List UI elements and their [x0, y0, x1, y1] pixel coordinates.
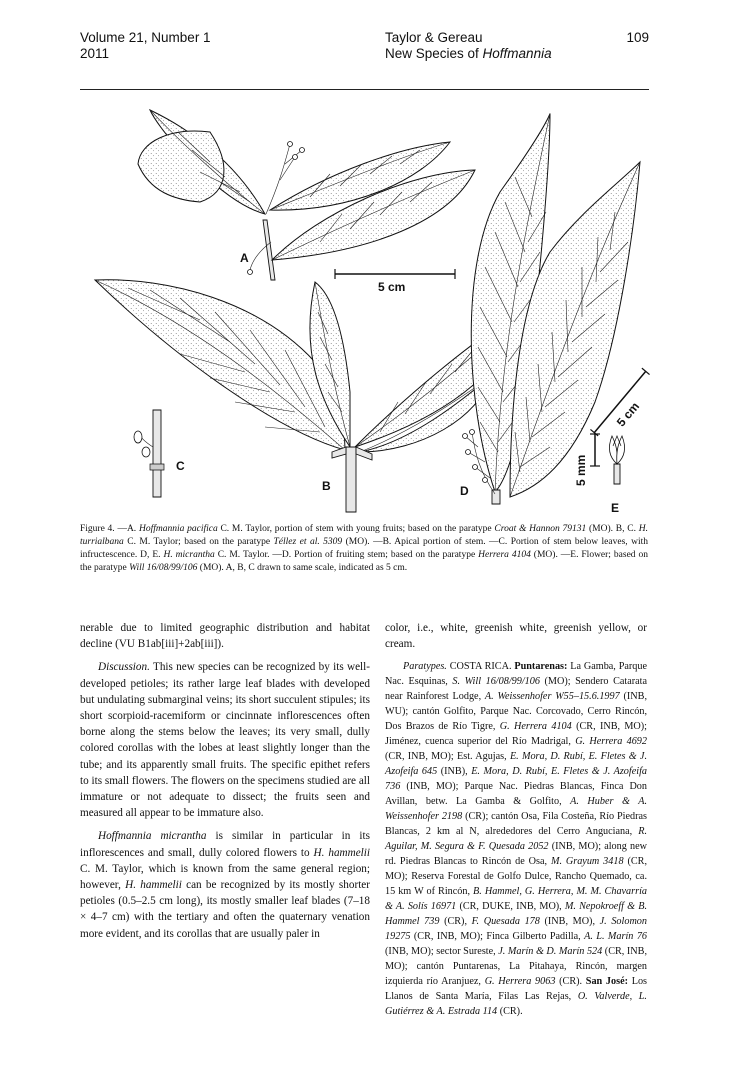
paratypes-text: (INB, MO); sector Sureste,	[385, 946, 499, 958]
scale-label-d: 5 cm	[613, 399, 643, 430]
paratypes-province: San José:	[585, 976, 628, 988]
figure-label-e: E	[611, 501, 620, 515]
caption-taxon: H. micrantha	[163, 550, 215, 560]
paratypes-heading: Paratypes.	[403, 661, 447, 673]
paratypes-collector: E. Mora, D. Rubí, E. Fletes & J. Azofeifa 645	[385, 751, 647, 778]
scale-bar-e	[574, 434, 600, 486]
paratypes-collector: B. Hammel, G. Herrera, M. M. Chavarría & A. Solís 16971	[385, 886, 648, 913]
paratypes-collector: O. Valverde, L. Gutiérrez & A. Estrada 114	[385, 991, 647, 1018]
caption-specimen: Croat & Hannon 79131	[494, 524, 587, 534]
paratypes-text: (CR, MO); Reserva Forestal de Golfo Dulce, Rancho Quemado, ca. 15 km W of Rincón,	[385, 856, 647, 898]
comparison-taxon: Hoffmannia micrantha	[98, 830, 207, 843]
paratypes-text: (INB, WU); cantón Golfito, Parque Nac. Corcovado, Cerro Rincón, Dos Brazos de Río Tigre,	[385, 691, 647, 733]
paratypes-text: Los Llanos de Santa María, Filas Las Rejas,	[385, 976, 647, 1003]
paratypes-text: (INB, MO); along new rd. Piedras Blancas to Rincón de Osa,	[385, 841, 647, 868]
paragraph-paratypes	[385, 659, 647, 1019]
paratypes-text: (CR, INB, MO); Jiménez, cuenca superior del Río Madrigal,	[385, 721, 648, 748]
running-title-genus: Hoffmannia	[482, 46, 552, 61]
discussion-heading: Discussion.	[98, 661, 150, 674]
figure-caption	[80, 523, 648, 575]
paratypes-collector: J. Solomon 19275	[385, 916, 647, 943]
figure-label-d: D	[460, 484, 469, 498]
paratypes-text: COSTA RICA.	[446, 661, 515, 673]
scale-label-abc: 5 cm	[378, 280, 406, 294]
figure-label-a: A	[240, 251, 249, 265]
paratypes-collector: A. Weissenhofer W55–15.6.1997	[484, 691, 620, 703]
paratypes-text: (INB),	[437, 766, 472, 778]
paratypes-text: (CR).	[555, 976, 586, 988]
comparison-text: can be recognized by its mostly shorter petioles (0.5–2.5 cm long), its mostly smaller leaf blades (7–18 × 4–7 cm) with the tertiary and often the quaternary venation more evident, and its corollas that are usually paler in	[80, 879, 370, 940]
caption-text: C. M. Taylor; based on the paratype	[123, 537, 274, 547]
scale-label-e: 5 mm	[574, 454, 588, 486]
paratypes-collector: G. Herrera 4692	[575, 736, 647, 748]
paratypes-collector: A. L. Marín 76	[584, 931, 648, 943]
comparison-taxon: H. hammelii	[313, 846, 370, 859]
caption-specimen: Will 16/08/99/106	[129, 563, 198, 573]
caption-taxon: H. turrialbana	[80, 524, 648, 547]
caption-lead: Figure 4.	[80, 524, 115, 534]
running-authors: Taylor & Gereau	[385, 30, 483, 45]
caption-text: C. M. Taylor. —D. Portion of fruiting stem; based on the paratype	[214, 550, 479, 560]
paratypes-text: (CR, INB, MO); Est. Agujas,	[385, 751, 510, 763]
figure-label-b: B	[322, 479, 331, 493]
caption-text: (MO). B, C.	[586, 524, 639, 534]
paratypes-collector: J. Marín & D. Marín 524	[498, 946, 603, 958]
paragraph-comparison	[80, 828, 370, 941]
discussion-text: This new species can be recognized by its well-developed petioles; its rather large leaf blades with developed but undulating submarginal veins; its short succulent stipules; its short scorpioid-racemiform or cincinnate inflorescences often borne along the stems below the leaves; its very small, dully colored corollas with the lobes at least slightly longer than the tube; and its apparently small fruits. The specific epithet refers to its small flowers. The flowers on the specimens studied are all immature or not adequate to dissect; the fruits seen and measured all appear to be immature also.	[80, 661, 370, 820]
paratypes-text: (CR, INB, MO); cantón Puntarenas, La Pitahaya, Rincón, margen izquierda río Aranjuez,	[385, 946, 647, 988]
right-column	[385, 620, 647, 1026]
drawing-a-hoffmannia-pacifica	[138, 110, 475, 280]
caption-specimen: Herrera 4104	[478, 550, 531, 560]
paragraph-discussion	[80, 659, 370, 821]
paratypes-text: (CR).	[497, 1006, 523, 1018]
paratypes-text: (CR); cantón Osa, Fila Costeña, Río Piedras Blancas, 2 km al N, alrededores del Cerro Anguciana,	[385, 811, 647, 838]
paratypes-collector: M. Nepokroeff & B. Hammel 739	[385, 901, 647, 928]
paratypes-text: (CR),	[439, 916, 472, 928]
paratypes-text: La Gamba, Parque Nac. Esquinas,	[385, 661, 648, 688]
drawing-e-flower	[609, 436, 624, 484]
comparison-text: is similar in particular in its inflorescences and small, dully colored flowers to	[80, 830, 370, 859]
paratypes-collector: S. Will 16/08/99/106	[452, 676, 540, 688]
paratypes-text: (CR, INB, MO); Finca Gilberto Padilla,	[410, 931, 585, 943]
drawing-c-stem-infructescence	[134, 410, 164, 497]
paratypes-text: (INB, MO),	[539, 916, 600, 928]
paratypes-text: (INB, MO); Parque Nac. Piedras Blancas, Finca Don Avillan, betw. La Gamba & Golfito,	[385, 781, 647, 808]
paratypes-collector: G. Herrera 9063	[484, 976, 556, 988]
caption-text: C. M. Taylor, portion of stem with young fruits; based on the paratype	[217, 524, 495, 534]
paratypes-collector: M. Grayum 3418	[550, 856, 624, 868]
journal-volume: Volume 21, Number 1	[80, 30, 211, 45]
caption-text: —A.	[114, 524, 139, 534]
figure-label-c: C	[176, 459, 185, 473]
caption-text: (MO). —E. Flower; based on the paratype	[80, 550, 648, 573]
paratypes-text: (CR, DUKE, INB, MO),	[456, 901, 565, 913]
paratypes-collector: A. Huber & A. Weissenhofer 2198	[385, 796, 647, 823]
paragraph-color: color, i.e., white, greenish white, greenish yellow, or cream.	[385, 622, 647, 651]
running-title-text: New Species of	[385, 46, 483, 61]
caption-taxon: Hoffmannia pacifica	[138, 524, 218, 534]
caption-text: (MO). —B. Apical portion of stem. —C. Portion of stem below leaves, with infructescence. D, E.	[80, 537, 648, 560]
comparison-text: C. M. Taylor, which is known from the same general region; however,	[80, 862, 370, 892]
paratypes-collector: R. Aguilar, M. Segura & F. Quesada 2052	[385, 826, 647, 853]
caption-text: (MO). A, B, C drawn to same scale, indicated as 5 cm.	[197, 563, 408, 573]
paragraph-status: nerable due to limited geographic distribution and habitat decline (VU B1ab[iii]+2ab[iii]).	[80, 622, 370, 651]
header-rule	[80, 89, 649, 90]
journal-year: 2011	[80, 46, 110, 61]
paratypes-collector: E. Mora, D. Rubí, E. Fletes & J. Azofeifa 736	[385, 766, 647, 793]
caption-specimen: Téllez et al. 5309	[273, 537, 343, 547]
paratypes-collector: G. Herrera 4104	[499, 721, 572, 733]
paratypes-text: (MO); Sendero Catarata near Rainforest Lodge,	[385, 676, 648, 703]
paratypes-collector: F. Quesada 178	[471, 916, 540, 928]
page-number: 109	[626, 30, 649, 45]
scale-bar-abc	[335, 269, 455, 294]
botanical-illustration	[80, 102, 650, 520]
running-title	[385, 46, 552, 62]
paratypes-province: Puntarenas:	[514, 661, 568, 673]
comparison-taxon: H. hammelii	[125, 879, 182, 892]
left-column	[80, 620, 370, 949]
